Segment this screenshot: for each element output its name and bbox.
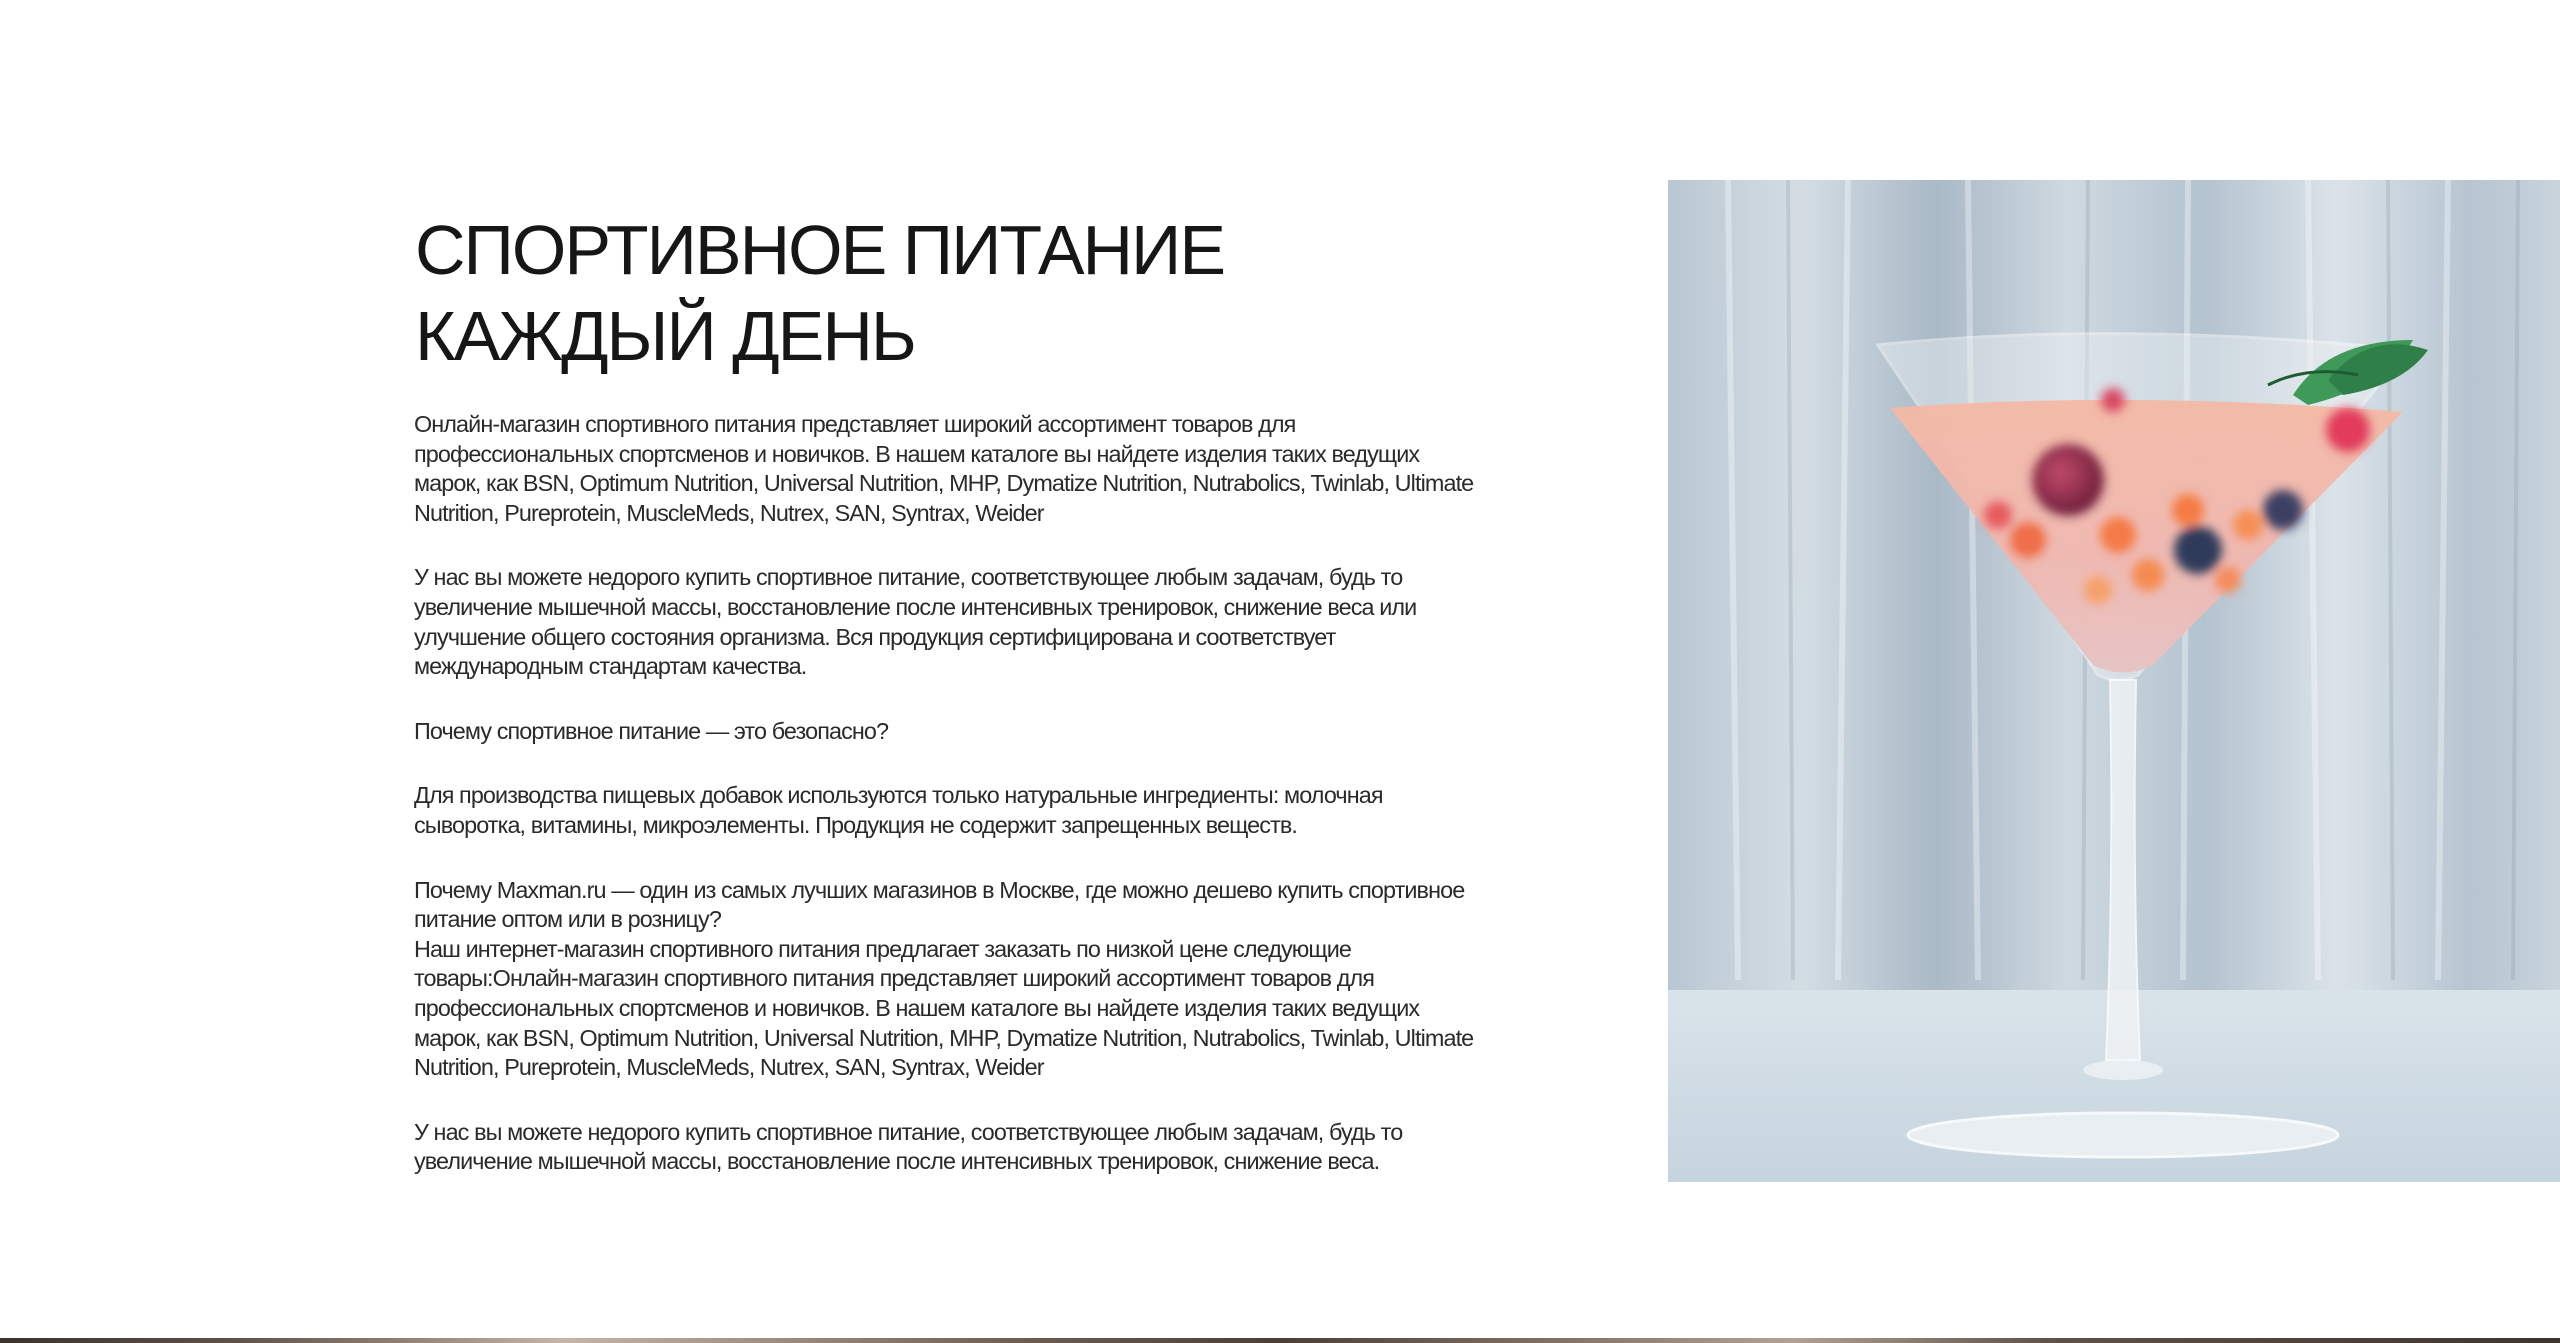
page-title-line-1: СПОРТИВНОЕ ПИТАНИЕ [415, 210, 1225, 289]
paragraph-buy-repeat: У нас вы можете недорого купить спортивное питание, соответствующее любым задачам, будь то увеличение мышечной массы, восстановление после интенсивных тренировок, снижение веса. [414, 1118, 1403, 1175]
bottom-image-strip [0, 1338, 2560, 1343]
paragraph-safety-question: Почему спортивное питание — это безопасно? [414, 717, 889, 744]
page-title-line-2: КАЖДЫЙ ДЕНЬ [415, 296, 915, 375]
description-text [414, 410, 1474, 1212]
paragraph-buy: У нас вы можете недорого купить спортивное питание, соответствующее любым задачам, будь то увеличение мышечной массы, восстановление после интенсивных тренировок, снижение веса или улучшение общего состояния организма. Вся продукция сертифицирована и соответствует международным стандартам качества. [414, 564, 1417, 680]
cocktail-photo [1668, 180, 2560, 1182]
paragraph-why-store: Почему Maxman.ru — один из самых лучших магазинов в Москве, где можно дешево купить спортивное питание оптом или в розницу? [414, 876, 1465, 933]
cocktail-glass-icon [1668, 180, 2560, 1182]
paragraph-ingredients: Для производства пищевых добавок используются только натуральные ингредиенты: молочная сыворотка, витамины, микроэлементы. Продукция не содержит запрещенных веществ. [414, 782, 1383, 838]
page-title [415, 207, 1415, 379]
paragraph-intro: Онлайн-магазин спортивного питания представляет широкий ассортимент товаров для профессиональных спортсменов и новичков. В нашем каталоге вы найдете изделия таких ведущих марок, как BSN, Optimum Nutrition, Universal Nutrition, MHP, Dymatize Nutrition, Nutrabolics, Twinlab, Ultimate Nutrition, Pureprotein, MuscleMeds, Nutrex, SAN, Syntrax, Weider [414, 411, 1474, 526]
paragraph-products: Наш интернет-магазин спортивного питания предлагает заказать по низкой цене следующие товары:Онлайн-магазин спортивного питания представляет широкий ассортимент товаров для профессиональных спортсменов и новичков. В нашем каталоге вы найдете изделия таких ведущих марок, как BSN, Optimum Nutrition, Universal Nutrition, MHP, Dymatize Nutrition, Nutrabolics, Twinlab, Ultimate Nutrition, Pureprotein, MuscleMeds, Nutrex, SAN, Syntrax, Weider [414, 935, 1474, 1081]
